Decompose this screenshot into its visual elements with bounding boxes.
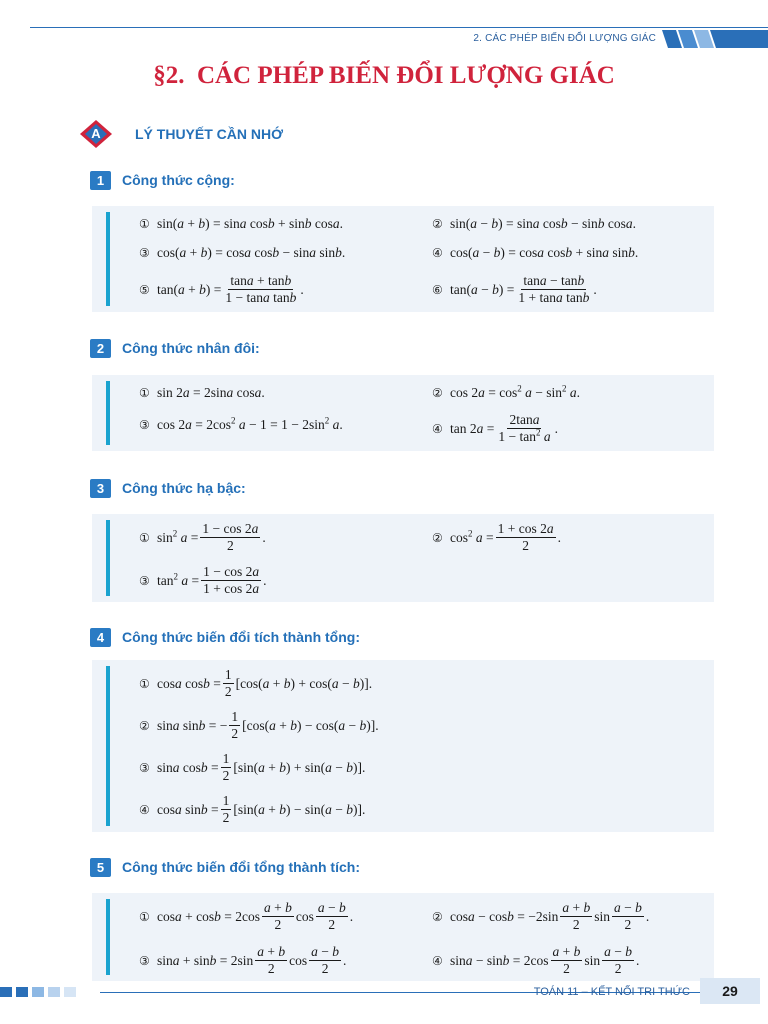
- formula: ④ sina − sinb = 2cos $\frac{a + b}{2}$ sin $\frac{a - b}{2}$ .: [432, 944, 640, 976]
- section-mark: §2.: [153, 62, 185, 89]
- footer-book-title: TOÁN 11 – KẾT NỐI TRI THỨC: [533, 986, 690, 998]
- formula: ③ $\cos 2a = 2\cos^2$ $a - 1 = 1 - 2\sin^2$ a.: [139, 415, 343, 432]
- section-3-title: Công thức hạ bậc:: [122, 480, 246, 496]
- formula: ② sina sinb = − $\frac{1}{2}$ [cos(a + b) − cos(a − b)].: [139, 709, 379, 741]
- section-5-number: 5: [90, 858, 111, 877]
- formula: ③ $\tan^2 a$ = $\frac{1 - \cos 2a}{1 + \cos 2a}$ .: [139, 564, 267, 596]
- formula: ④ cosa sinb = $\frac{1}{2}$ [sin(a + b) − sin(a − b)].: [139, 793, 366, 825]
- section-5-title: Công thức biến đổi tổng thành tích:: [122, 859, 360, 875]
- formula: ③ sina + sinb = 2sin $\frac{a + b}{2}$ cos $\frac{a - b}{2}$ .: [139, 944, 347, 976]
- formula: ① sin 2a = 2sina cosa.: [139, 385, 265, 400]
- formula: ⑤ tan(a + b) = $\frac{\tan a + \tan b}{\text{1 − tana tanb}}$ .: [139, 273, 304, 305]
- formula: ② $\cos^2 a$ = $\frac{1 + \cos 2a}{2}$ .: [432, 521, 561, 553]
- formula: ① sin(a + b) = sina cosb + sinb cosa.: [139, 216, 343, 231]
- running-title: 2. CÁC PHÉP BIẾN ĐỔI LƯỢNG GIÁC: [473, 33, 656, 44]
- part-label: LÝ THUYẾT CẦN NHỚ: [135, 126, 284, 142]
- section-2-title: Công thức nhân đôi:: [122, 340, 260, 356]
- section-1-number: 1: [90, 171, 111, 190]
- formula-box-1: [92, 206, 714, 312]
- header-stripes: [662, 30, 768, 48]
- formula: ④ tan 2a = $\frac{2\tan a}{1 - \tan^2 a}$ .: [432, 412, 558, 444]
- formula: ③ cos(a + b) = cosa cosb − sina sinb.: [139, 245, 346, 260]
- formula-box-2: [92, 375, 714, 451]
- formula: ② $\cos 2a = \cos^2 a - \sin^2 a$.: [432, 383, 580, 400]
- formula: ① $\sin^2 a$ = $\frac{1 - \cos 2a}{2}$ .: [139, 521, 266, 553]
- formula: ④ cos(a − b) = cosa cosb + sina sinb.: [432, 245, 639, 260]
- formula-box-4: [92, 660, 714, 832]
- formula: ⑥ tan(a − b) = $\frac{\tan a - \tan b}{\text{1 + tana tanb}}$ .: [432, 273, 597, 305]
- formula-box-5: [92, 893, 714, 981]
- part-badge: [76, 120, 116, 148]
- footer-squares: [0, 985, 100, 999]
- page-number: 29: [722, 983, 738, 999]
- formula: ① cosa cosb = $\frac{1}{2}$ [cos(a + b) + cos(a − b)].: [139, 667, 373, 699]
- page-title: [0, 62, 768, 90]
- formula: ② cosa − cosb = −2sin $\frac{a + b}{2}$ sin $\frac{a - b}{2}$ .: [432, 900, 650, 932]
- section-1-title: Công thức cộng:: [122, 172, 235, 188]
- title-text: CÁC PHÉP BIẾN ĐỔI LƯỢNG GIÁC: [196, 62, 615, 89]
- part-badge-letter: A: [91, 126, 101, 141]
- section-3-number: 3: [90, 479, 111, 498]
- formula-box-3: [92, 514, 714, 602]
- section-4-number: 4: [90, 628, 111, 647]
- formula: ③ sina cosb = $\frac{1}{2}$ [sin(a + b) + sin(a − b)].: [139, 751, 366, 783]
- formula: ② sin(a − b) = sina cosb − sinb cosa.: [432, 216, 636, 231]
- section-2-number: 2: [90, 339, 111, 358]
- section-4-title: Công thức biến đổi tích thành tổng:: [122, 629, 360, 645]
- header-rule: [30, 27, 768, 28]
- formula: ① cosa + cosb = 2cos $\frac{a + b}{2}$ cos $\frac{a - b}{2}$ .: [139, 900, 354, 932]
